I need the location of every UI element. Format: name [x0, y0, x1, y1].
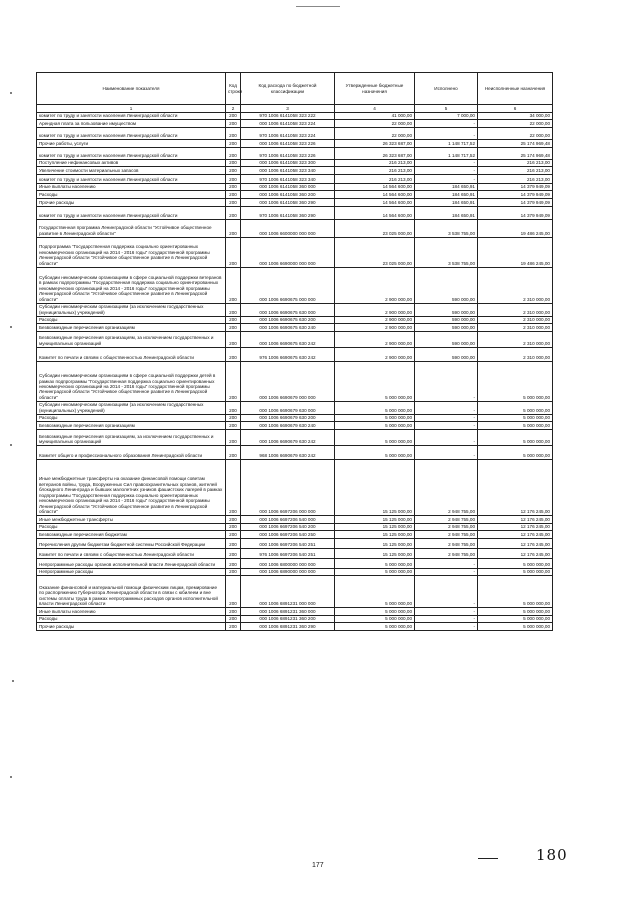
row-executed: 184 650,91 — [415, 191, 478, 199]
table-row — [37, 139, 553, 147]
row-name: Непрограммные расходы органов исполнительной власти Ленинградской области — [37, 558, 226, 568]
row-budget-code: 000 1006 6697206 540 251 — [241, 538, 335, 548]
row-budget-code: 000 1006 6690000 000 000 — [241, 237, 335, 267]
row-unexecuted: 14 379 949,09 — [478, 198, 553, 206]
table-row — [37, 515, 553, 523]
row-line-code: 200 — [226, 159, 241, 167]
table-row — [37, 183, 553, 191]
row-executed: - — [415, 608, 478, 616]
row-budget-code: 970 1006 6141058 323 224 — [241, 127, 335, 139]
table-row — [37, 159, 553, 167]
row-line-code: 200 — [226, 174, 241, 183]
row-approved: 15 125 000,00 — [335, 531, 415, 539]
table-row — [37, 331, 553, 347]
row-executed: 7 000,00 — [415, 112, 478, 120]
table-row — [37, 206, 553, 219]
row-name: Иные межбюджетные трансферты — [37, 515, 226, 523]
row-name: Прочие работы, услуги — [37, 139, 226, 147]
table-row — [37, 568, 553, 576]
row-budget-code: 000 1006 6697206 540 250 — [241, 531, 335, 539]
table-row — [37, 445, 553, 459]
row-line-code: 200 — [226, 127, 241, 139]
row-approved: 22 000,00 — [335, 120, 415, 128]
row-name: Расходы — [37, 414, 226, 422]
table-body — [37, 112, 553, 630]
row-name: комитет по труду и занятости населения Ленинградской области — [37, 112, 226, 120]
row-budget-code: 000 1006 6690675 630 200 — [241, 316, 335, 324]
row-executed: - — [415, 167, 478, 175]
row-name: комитет по труду и занятости населения Ленинградской области — [37, 127, 226, 139]
header-line-code: Код строки — [226, 73, 241, 105]
row-executed: 184 650,91 — [415, 183, 478, 191]
row-executed: 2 948 755,00 — [415, 538, 478, 548]
row-name: Безвозмездные перечисления организациям, за исключением государственных и муниципальных организаций — [37, 429, 226, 445]
row-name: Комитет по печати и связям с общественностью Ленинградской области — [37, 548, 226, 558]
row-budget-code: 000 1006 6891231 360 290 — [241, 623, 335, 631]
row-budget-code: 000 1006 6891231 000 000 — [241, 576, 335, 608]
row-executed: 2 948 755,00 — [415, 523, 478, 531]
row-name: Перечисления другим бюджетам бюджетной системы Российской Федерации — [37, 538, 226, 548]
row-budget-code: 000 1006 6141058 323 340 — [241, 167, 335, 175]
row-budget-code: 000 1006 6141058 323 224 — [241, 120, 335, 128]
row-approved: 5 000 000,00 — [335, 361, 415, 401]
row-executed: - — [415, 445, 478, 459]
row-unexecuted: 34 000,00 — [478, 112, 553, 120]
row-line-code: 200 — [226, 267, 241, 303]
row-approved: 23 025 000,00 — [335, 237, 415, 267]
stamp-number: 180 — [536, 846, 568, 864]
row-unexecuted: 2 310 000,00 — [478, 331, 553, 347]
row-name: Безвозмездные перечисления организациям, за исключением государственных и муниципальных организаций — [37, 331, 226, 347]
page-number: 177 — [312, 862, 324, 869]
row-executed: - — [415, 159, 478, 167]
row-unexecuted: 12 176 245,00 — [478, 515, 553, 523]
row-line-code: 200 — [226, 531, 241, 539]
row-executed: - — [415, 361, 478, 401]
row-name: Увеличение стоимости материальных запасов — [37, 167, 226, 175]
table-row — [37, 429, 553, 445]
table-row — [37, 198, 553, 206]
row-approved: 14 564 600,00 — [335, 183, 415, 191]
row-budget-code: 000 1006 6891231 360 000 — [241, 608, 335, 616]
header-name: Наименование показателя — [37, 73, 226, 105]
row-unexecuted: 19 486 245,00 — [478, 219, 553, 237]
row-name: Комитет по печати и связям с общественностью Ленинградской области — [37, 347, 226, 361]
row-line-code: 200 — [226, 623, 241, 631]
row-line-code: 200 — [226, 429, 241, 445]
row-approved: 23 025 000,00 — [335, 219, 415, 237]
row-unexecuted: 216 213,00 — [478, 159, 553, 167]
row-budget-code: 000 1006 6141058 360 000 — [241, 183, 335, 191]
column-index: 3 — [241, 105, 335, 113]
row-budget-code: 970 1006 6141058 360 290 — [241, 206, 335, 219]
row-unexecuted: 14 379 949,09 — [478, 206, 553, 219]
row-approved: 5 000 000,00 — [335, 576, 415, 608]
row-executed: 1 148 717,52 — [415, 139, 478, 147]
row-unexecuted: 2 310 000,00 — [478, 267, 553, 303]
row-unexecuted: 12 176 245,00 — [478, 531, 553, 539]
row-budget-code: 000 1006 6141058 360 200 — [241, 191, 335, 199]
row-budget-code: 000 1006 6690675 630 240 — [241, 324, 335, 332]
row-name: Арендная плата за пользование имуществом — [37, 120, 226, 128]
row-line-code: 200 — [226, 316, 241, 324]
row-name: Оказание финансовой и материальной помощи физическим лицам, премирование по распоряжению Губернатора Ленинградской области в связи с юбилеем и вне системы оплаты труда в рамках непрограммных расходов органов исполнительной власти Ленинградской области — [37, 576, 226, 608]
row-budget-code: 970 1006 6141058 323 222 — [241, 112, 335, 120]
row-budget-code: 000 1006 6891231 360 200 — [241, 615, 335, 623]
table-row — [37, 267, 553, 303]
row-approved: 15 125 000,00 — [335, 538, 415, 548]
row-line-code: 200 — [226, 147, 241, 159]
row-name: комитет по труду и занятости населения Ленинградской области — [37, 174, 226, 183]
row-approved: 5 000 000,00 — [335, 615, 415, 623]
row-name: Расходы — [37, 316, 226, 324]
row-unexecuted: 14 379 949,09 — [478, 191, 553, 199]
row-line-code: 200 — [226, 347, 241, 361]
row-name: Расходы — [37, 191, 226, 199]
row-line-code: 200 — [226, 548, 241, 558]
row-approved: 216 213,00 — [335, 167, 415, 175]
column-index-row — [37, 105, 553, 113]
table-row — [37, 414, 553, 422]
row-unexecuted: 2 310 000,00 — [478, 347, 553, 361]
header-unexecuted: Неисполненные назначения — [478, 73, 553, 105]
table-row — [37, 191, 553, 199]
row-approved: 41 000,00 — [335, 112, 415, 120]
column-index: 1 — [37, 105, 226, 113]
row-line-code: 200 — [226, 361, 241, 401]
row-budget-code: 000 1006 6690679 630 200 — [241, 414, 335, 422]
row-approved: 2 900 000,00 — [335, 324, 415, 332]
row-executed: - — [415, 429, 478, 445]
row-unexecuted: 5 000 000,00 — [478, 615, 553, 623]
row-approved: 2 900 000,00 — [335, 267, 415, 303]
row-budget-code: 000 1006 6141058 323 300 — [241, 159, 335, 167]
row-approved: 2 900 000,00 — [335, 331, 415, 347]
row-executed: 2 948 755,00 — [415, 548, 478, 558]
row-line-code: 200 — [226, 523, 241, 531]
row-unexecuted: 5 000 000,00 — [478, 558, 553, 568]
table-row — [37, 316, 553, 324]
row-executed: 184 650,91 — [415, 206, 478, 219]
row-approved: 14 564 600,00 — [335, 198, 415, 206]
row-line-code: 200 — [226, 538, 241, 548]
row-name: Иные выплаты населению — [37, 608, 226, 616]
row-unexecuted: 216 213,00 — [478, 167, 553, 175]
row-line-code: 200 — [226, 422, 241, 430]
row-budget-code: 976 1006 6697206 540 251 — [241, 548, 335, 558]
row-executed: 590 000,00 — [415, 267, 478, 303]
table-row — [37, 538, 553, 548]
row-executed: - — [415, 568, 478, 576]
table-row — [37, 459, 553, 515]
table-row — [37, 174, 553, 183]
row-unexecuted: 5 000 000,00 — [478, 568, 553, 576]
row-unexecuted: 5 000 000,00 — [478, 576, 553, 608]
row-unexecuted: 2 310 000,00 — [478, 303, 553, 316]
row-unexecuted: 12 176 245,00 — [478, 459, 553, 515]
row-line-code: 200 — [226, 459, 241, 515]
row-line-code: 200 — [226, 139, 241, 147]
row-line-code: 200 — [226, 331, 241, 347]
row-unexecuted: 5 000 000,00 — [478, 361, 553, 401]
column-index: 2 — [226, 105, 241, 113]
header-budget-code: Код расхода по бюджетной классификации — [241, 73, 335, 105]
row-approved: 15 125 000,00 — [335, 515, 415, 523]
table-row — [37, 361, 553, 401]
row-budget-code: 000 1006 6690675 000 000 — [241, 267, 335, 303]
row-name: Безвозмездные перечисления организациям — [37, 422, 226, 430]
table-row — [37, 558, 553, 568]
row-name: Подпрограмма "Государственная поддержка социально ориентированных некоммерческих организаций на 2014 - 2016 годы" государственной программы Ленинградской области "Устойчивое общественное развитие в Ленинградской области" — [37, 237, 226, 267]
table-row — [37, 120, 553, 128]
table-row — [37, 422, 553, 430]
row-budget-code: 000 1006 6141058 360 290 — [241, 198, 335, 206]
row-unexecuted: 5 000 000,00 — [478, 623, 553, 631]
row-executed: 590 000,00 — [415, 324, 478, 332]
row-approved: 216 213,00 — [335, 159, 415, 167]
row-line-code: 200 — [226, 303, 241, 316]
row-line-code: 200 — [226, 576, 241, 608]
row-budget-code: 000 1006 6690679 000 000 — [241, 361, 335, 401]
row-name: Поступление нефинансовых активов — [37, 159, 226, 167]
row-executed: 590 000,00 — [415, 316, 478, 324]
row-name: Иные выплаты населению — [37, 183, 226, 191]
row-executed: - — [415, 401, 478, 414]
row-budget-code: 000 1006 6141058 323 226 — [241, 139, 335, 147]
row-approved: 5 000 000,00 — [335, 445, 415, 459]
row-line-code: 200 — [226, 324, 241, 332]
row-unexecuted: 5 000 000,00 — [478, 401, 553, 414]
row-name: Иные межбюджетные трансферты на оказание финансовой помощи советам ветеранов войны, труда, Вооруженных Сил правоохранительных органов, жителей блокадного Ленинграда и бывших малолетних узников фашистских лагерей в рамках подпрограммы "Государственная поддержка социально ориентированных некоммерческих организаций на 2014 - 2016 годы" государственной программы Ленинградской области "Устойчивое общественное развитие в Ленинградской области" — [37, 459, 226, 515]
row-approved: 15 125 000,00 — [335, 548, 415, 558]
stamp-dash — [478, 858, 498, 859]
row-executed: 590 000,00 — [415, 331, 478, 347]
row-name: Субсидии некоммерческим организациям (за исключением государственных (муниципальных) учреждений) — [37, 401, 226, 414]
table-row — [37, 615, 553, 623]
row-unexecuted: 2 310 000,00 — [478, 324, 553, 332]
row-line-code: 200 — [226, 568, 241, 576]
row-budget-code: 000 1006 6697206 540 000 — [241, 515, 335, 523]
row-executed: 2 948 755,00 — [415, 515, 478, 523]
table-row — [37, 531, 553, 539]
row-executed: - — [415, 615, 478, 623]
row-name: комитет по труду и занятости населения Ленинградской области — [37, 147, 226, 159]
row-unexecuted: 12 176 245,00 — [478, 548, 553, 558]
column-index: 5 — [415, 105, 478, 113]
row-executed: - — [415, 120, 478, 128]
row-unexecuted: 12 176 245,00 — [478, 538, 553, 548]
scan-speck — [10, 92, 12, 94]
row-line-code: 200 — [226, 191, 241, 199]
table-row — [37, 237, 553, 267]
row-executed: 184 650,91 — [415, 198, 478, 206]
table-row — [37, 523, 553, 531]
row-approved: 5 000 000,00 — [335, 429, 415, 445]
row-budget-code: 000 1006 6697206 540 200 — [241, 523, 335, 531]
table-row — [37, 147, 553, 159]
table-row — [37, 324, 553, 332]
row-name: Субсидии некоммерческим организациям в сфере социальной поддержки детей в рамках подпрограммы "Государственная поддержка социально ориентированных некоммерческих организаций на 2014 - 2016 годы" государственной программы Ленинградской области "Устойчивое общественное развитие в Ленинградской области" — [37, 361, 226, 401]
row-executed: - — [415, 127, 478, 139]
scan-speck — [10, 326, 12, 328]
row-approved: 15 125 000,00 — [335, 459, 415, 515]
column-index: 6 — [478, 105, 553, 113]
table-row — [37, 303, 553, 316]
scan-speck — [12, 680, 14, 682]
row-unexecuted: 12 176 245,00 — [478, 523, 553, 531]
row-name: комитет по труду и занятости населения Ленинградской области — [37, 206, 226, 219]
row-unexecuted: 216 213,00 — [478, 174, 553, 183]
row-budget-code: 000 1006 6600000 000 000 — [241, 219, 335, 237]
header-approved: Утвержденные бюджетные назначения — [335, 73, 415, 105]
row-approved: 5 000 000,00 — [335, 608, 415, 616]
row-approved: 14 564 600,00 — [335, 191, 415, 199]
row-name: Прочие расходы — [37, 623, 226, 631]
row-budget-code: 968 1006 6690679 630 242 — [241, 445, 335, 459]
row-line-code: 200 — [226, 608, 241, 616]
row-line-code: 200 — [226, 167, 241, 175]
row-line-code: 200 — [226, 615, 241, 623]
row-name: Непрограммные расходы — [37, 568, 226, 576]
budget-execution-table — [36, 72, 553, 631]
row-line-code: 200 — [226, 401, 241, 414]
row-approved: 5 000 000,00 — [335, 414, 415, 422]
row-name: Расходы — [37, 615, 226, 623]
row-approved: 5 000 000,00 — [335, 623, 415, 631]
row-line-code: 200 — [226, 112, 241, 120]
row-unexecuted: 19 486 245,00 — [478, 237, 553, 267]
row-line-code: 200 — [226, 237, 241, 267]
row-approved: 5 000 000,00 — [335, 558, 415, 568]
column-index: 4 — [335, 105, 415, 113]
scan-speck — [10, 444, 12, 446]
row-executed: - — [415, 558, 478, 568]
row-unexecuted: 25 174 969,48 — [478, 139, 553, 147]
table-row — [37, 112, 553, 120]
row-executed: - — [415, 576, 478, 608]
row-executed: - — [415, 623, 478, 631]
row-approved: 5 000 000,00 — [335, 568, 415, 576]
row-budget-code: 976 1006 6690675 630 242 — [241, 347, 335, 361]
table-row — [37, 127, 553, 139]
row-executed: 3 538 755,00 — [415, 237, 478, 267]
row-line-code: 200 — [226, 558, 241, 568]
row-budget-code: 000 1006 6697206 000 000 — [241, 459, 335, 515]
row-unexecuted: 5 000 000,00 — [478, 414, 553, 422]
row-approved: 26 323 687,00 — [335, 147, 415, 159]
row-budget-code: 000 1006 6690679 630 000 — [241, 401, 335, 414]
table-row — [37, 608, 553, 616]
row-name: Расходы — [37, 523, 226, 531]
row-name: Субсидии некоммерческим организациям в сфере социальной поддержки ветеранов в рамках подпрограммы "Государственная поддержка социально ориентированных некоммерческих организаций на 2014 - 2016 годы" государственной программы Ленинградской области "Устойчивое общественное развитие в Ленинградской области" — [37, 267, 226, 303]
row-executed: 590 000,00 — [415, 303, 478, 316]
scan-speck — [10, 776, 12, 778]
row-name: Безвозмездные перечисления организациям — [37, 324, 226, 332]
row-line-code: 200 — [226, 120, 241, 128]
row-approved: 5 000 000,00 — [335, 422, 415, 430]
row-budget-code: 000 1006 6890000 000 000 — [241, 568, 335, 576]
row-unexecuted: 5 000 000,00 — [478, 429, 553, 445]
row-line-code: 200 — [226, 183, 241, 191]
row-budget-code: 970 1006 6141058 323 340 — [241, 174, 335, 183]
row-unexecuted: 14 379 949,09 — [478, 183, 553, 191]
header-row — [37, 73, 553, 105]
table-row — [37, 548, 553, 558]
row-approved: 216 213,00 — [335, 174, 415, 183]
row-executed: - — [415, 414, 478, 422]
row-line-code: 200 — [226, 198, 241, 206]
row-budget-code: 000 1006 6690679 630 242 — [241, 429, 335, 445]
row-approved: 2 900 000,00 — [335, 316, 415, 324]
header-executed: Исполнено — [415, 73, 478, 105]
row-line-code: 200 — [226, 445, 241, 459]
row-approved: 14 564 600,00 — [335, 206, 415, 219]
row-executed: - — [415, 422, 478, 430]
row-unexecuted: 5 000 000,00 — [478, 445, 553, 459]
row-line-code: 200 — [226, 206, 241, 219]
row-line-code: 200 — [226, 219, 241, 237]
row-budget-code: 000 1006 6690679 630 240 — [241, 422, 335, 430]
row-approved: 26 323 687,00 — [335, 139, 415, 147]
row-budget-code: 000 1006 6690675 630 242 — [241, 331, 335, 347]
row-approved: 5 000 000,00 — [335, 401, 415, 414]
row-name: Государственная программа Ленинградской области "Устойчивое общественное развитие в Ленинградской области" — [37, 219, 226, 237]
row-unexecuted: 25 174 969,48 — [478, 147, 553, 159]
row-line-code: 200 — [226, 414, 241, 422]
table-row — [37, 576, 553, 608]
row-unexecuted: 2 310 000,00 — [478, 316, 553, 324]
row-unexecuted: 5 000 000,00 — [478, 608, 553, 616]
row-unexecuted: 22 000,00 — [478, 120, 553, 128]
row-approved: 15 125 000,00 — [335, 523, 415, 531]
row-executed: 2 948 755,00 — [415, 459, 478, 515]
row-budget-code: 000 1006 6690675 630 000 — [241, 303, 335, 316]
row-executed: 2 948 755,00 — [415, 531, 478, 539]
row-line-code: 200 — [226, 515, 241, 523]
table-row — [37, 623, 553, 631]
row-approved: 2 900 000,00 — [335, 347, 415, 361]
table-row — [37, 347, 553, 361]
row-executed: 590 000,00 — [415, 347, 478, 361]
row-budget-code: 970 1006 6141058 323 226 — [241, 147, 335, 159]
row-name: Безвозмездные перечисления бюджетам — [37, 531, 226, 539]
row-unexecuted: 22 000,00 — [478, 127, 553, 139]
row-name: Прочие расходы — [37, 198, 226, 206]
row-unexecuted: 5 000 000,00 — [478, 422, 553, 430]
row-executed: 3 538 755,00 — [415, 219, 478, 237]
top-rule — [296, 6, 340, 7]
table-row — [37, 401, 553, 414]
table-row — [37, 219, 553, 237]
row-budget-code: 000 1006 6800000 000 000 — [241, 558, 335, 568]
row-executed: 1 148 717,52 — [415, 147, 478, 159]
row-approved: 22 000,00 — [335, 127, 415, 139]
row-approved: 2 900 000,00 — [335, 303, 415, 316]
table-row — [37, 167, 553, 175]
row-executed: - — [415, 174, 478, 183]
row-name: Комитет общего и профессионального образования Ленинградской области — [37, 445, 226, 459]
row-name: Субсидии некоммерческим организациям (за исключением государственных (муниципальных) учреждений) — [37, 303, 226, 316]
